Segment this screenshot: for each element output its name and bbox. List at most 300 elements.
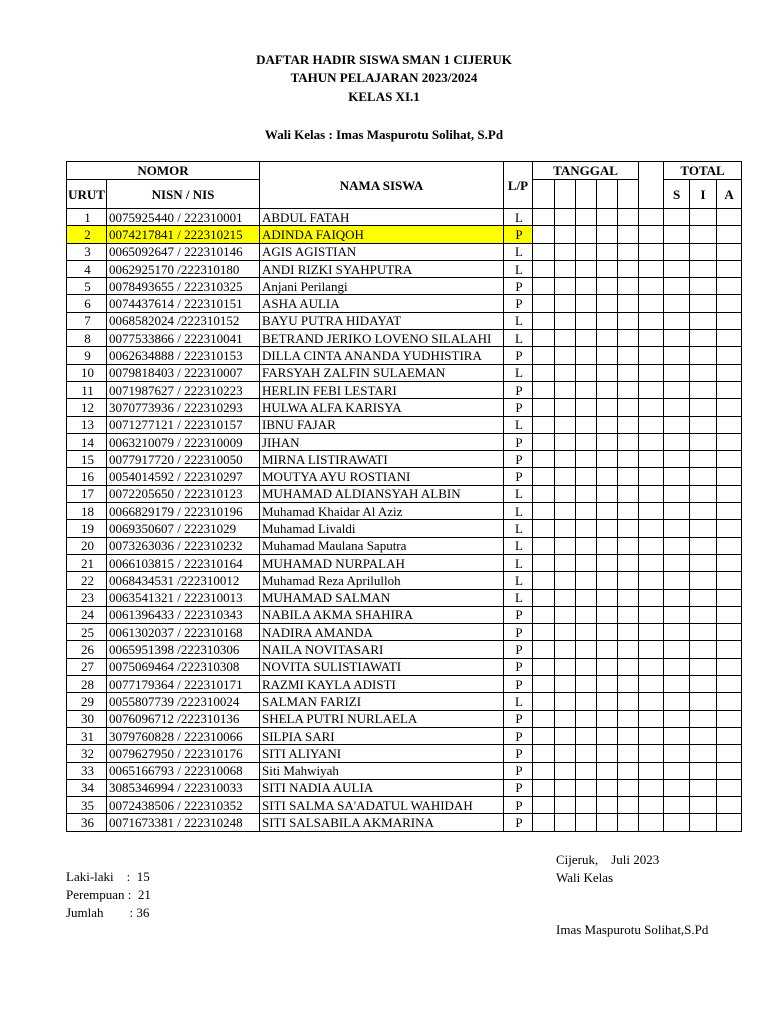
row-gender: P	[504, 295, 533, 312]
spacer-cell	[639, 451, 664, 468]
attendance-cell	[555, 433, 576, 450]
attendance-cell	[576, 416, 597, 433]
header-date-2	[555, 180, 576, 209]
attendance-cell	[576, 520, 597, 537]
attendance-cell	[576, 537, 597, 554]
total-cell	[664, 710, 690, 727]
attendance-cell	[576, 624, 597, 641]
row-nisn: 0074437614 / 222310151	[107, 295, 260, 312]
row-nisn: 0078493655 / 222310325	[107, 278, 260, 295]
attendance-cell	[533, 537, 555, 554]
row-number: 31	[67, 727, 107, 744]
attendance-cell	[576, 364, 597, 381]
attendance-cell	[555, 641, 576, 658]
spacer-cell	[639, 347, 664, 364]
header-total-s: S	[664, 180, 690, 209]
attendance-cell	[597, 503, 618, 520]
row-student-name: NABILA AKMA SHAHIRA	[260, 606, 504, 623]
attendance-cell	[576, 554, 597, 571]
attendance-cell	[618, 779, 639, 796]
attendance-cell	[555, 676, 576, 693]
row-gender: L	[504, 554, 533, 571]
row-number: 14	[67, 433, 107, 450]
attendance-cell	[618, 312, 639, 329]
row-number: 2	[67, 226, 107, 243]
attendance-cell	[618, 260, 639, 277]
row-student-name: SALMAN FARIZI	[260, 693, 504, 710]
total-cell	[664, 226, 690, 243]
attendance-cell	[555, 814, 576, 831]
total-cell	[717, 503, 742, 520]
row-nisn: 0065951398 /222310306	[107, 641, 260, 658]
total-cell	[717, 295, 742, 312]
attendance-cell	[555, 330, 576, 347]
row-gender: P	[504, 710, 533, 727]
attendance-cell	[618, 209, 639, 226]
row-student-name: IBNU FAJAR	[260, 416, 504, 433]
attendance-cell	[576, 745, 597, 762]
total-cell	[690, 745, 717, 762]
row-nisn: 0075925440 / 222310001	[107, 209, 260, 226]
spacer-cell	[639, 727, 664, 744]
row-number: 8	[67, 330, 107, 347]
total-cell	[690, 554, 717, 571]
total-cell	[717, 243, 742, 260]
row-number: 4	[67, 260, 107, 277]
row-gender: L	[504, 572, 533, 589]
row-gender: L	[504, 243, 533, 260]
attendance-cell	[533, 347, 555, 364]
total-cell	[717, 589, 742, 606]
row-gender: L	[504, 520, 533, 537]
total-cell	[664, 537, 690, 554]
row-nisn: 0069350607 / 22231029	[107, 520, 260, 537]
total-cell	[664, 330, 690, 347]
attendance-cell	[597, 278, 618, 295]
header-nama-siswa: NAMA SISWA	[260, 162, 504, 209]
row-student-name: FARSYAH ZALFIN SULAEMAN	[260, 364, 504, 381]
attendance-cell	[533, 209, 555, 226]
row-gender: P	[504, 381, 533, 398]
total-cell	[664, 209, 690, 226]
row-nisn: 0071673381 / 222310248	[107, 814, 260, 831]
attendance-cell	[555, 572, 576, 589]
total-cell	[690, 330, 717, 347]
row-nisn: 0074217841 / 222310215	[107, 226, 260, 243]
attendance-cell	[533, 779, 555, 796]
spacer-cell	[639, 797, 664, 814]
attendance-cell	[576, 710, 597, 727]
attendance-cell	[597, 260, 618, 277]
wali-label: Wali Kelas	[556, 870, 614, 885]
attendance-cell	[597, 589, 618, 606]
attendance-cell	[533, 416, 555, 433]
total-cell	[717, 364, 742, 381]
row-number: 28	[67, 676, 107, 693]
total-cell	[690, 416, 717, 433]
row-gender: P	[504, 399, 533, 416]
attendance-cell	[555, 278, 576, 295]
row-number: 27	[67, 658, 107, 675]
header-date-5	[618, 180, 639, 209]
attendance-cell	[597, 468, 618, 485]
row-student-name: ANDI RIZKI SYAHPUTRA	[260, 260, 504, 277]
row-nisn: 0068434531 /222310012	[107, 572, 260, 589]
attendance-cell	[576, 278, 597, 295]
table-row	[67, 693, 742, 710]
attendance-cell	[576, 451, 597, 468]
total-cell	[664, 676, 690, 693]
attendance-cell	[597, 416, 618, 433]
row-number: 12	[67, 399, 107, 416]
count-female: Perempuan : 21	[66, 887, 151, 902]
row-nisn: 0079818403 / 222310007	[107, 364, 260, 381]
row-student-name: SITI NADIA AULIA	[260, 779, 504, 796]
table-row	[67, 260, 742, 277]
attendance-cell	[618, 364, 639, 381]
total-cell	[664, 295, 690, 312]
row-nisn: 0063210079 / 222310009	[107, 433, 260, 450]
total-cell	[717, 745, 742, 762]
row-student-name: ABDUL FATAH	[260, 209, 504, 226]
total-cell	[664, 554, 690, 571]
attendance-cell	[618, 451, 639, 468]
row-student-name: ASHA AULIA	[260, 295, 504, 312]
spacer-cell	[639, 485, 664, 502]
row-number: 18	[67, 503, 107, 520]
attendance-cell	[597, 572, 618, 589]
attendance-table	[66, 161, 742, 832]
total-cell	[664, 520, 690, 537]
total-cell	[664, 485, 690, 502]
table-row	[67, 641, 742, 658]
table-row	[67, 779, 742, 796]
attendance-cell	[597, 381, 618, 398]
attendance-cell	[618, 485, 639, 502]
attendance-cell	[618, 433, 639, 450]
total-cell	[717, 312, 742, 329]
row-nisn: 0062634888 / 222310153	[107, 347, 260, 364]
row-gender: L	[504, 503, 533, 520]
total-cell	[690, 347, 717, 364]
total-cell	[690, 520, 717, 537]
table-row	[67, 451, 742, 468]
attendance-cell	[555, 399, 576, 416]
row-number: 22	[67, 572, 107, 589]
row-student-name: Muhamad Maulana Saputra	[260, 537, 504, 554]
doc-year: TAHUN PELAJARAN 2023/2024	[290, 70, 478, 85]
total-cell	[690, 624, 717, 641]
table-row	[67, 278, 742, 295]
total-cell	[717, 658, 742, 675]
spacer-cell	[639, 468, 664, 485]
row-number: 10	[67, 364, 107, 381]
spacer-cell	[639, 209, 664, 226]
spacer-cell	[639, 745, 664, 762]
row-gender: P	[504, 468, 533, 485]
row-number: 33	[67, 762, 107, 779]
total-cell	[717, 779, 742, 796]
attendance-cell	[597, 312, 618, 329]
spacer-cell	[639, 416, 664, 433]
attendance-cell	[618, 554, 639, 571]
total-cell	[664, 658, 690, 675]
row-number: 32	[67, 745, 107, 762]
row-nisn: 0065092647 / 222310146	[107, 243, 260, 260]
row-student-name: Muhamad Livaldi	[260, 520, 504, 537]
spacer-cell	[639, 226, 664, 243]
attendance-cell	[597, 745, 618, 762]
attendance-cell	[533, 278, 555, 295]
attendance-cell	[533, 226, 555, 243]
total-cell	[664, 745, 690, 762]
attendance-cell	[576, 606, 597, 623]
row-gender: L	[504, 416, 533, 433]
row-gender: P	[504, 641, 533, 658]
attendance-cell	[618, 676, 639, 693]
attendance-cell	[576, 226, 597, 243]
total-cell	[690, 312, 717, 329]
table-row	[67, 312, 742, 329]
spacer-cell	[639, 624, 664, 641]
attendance-cell	[576, 433, 597, 450]
total-cell	[717, 347, 742, 364]
attendance-cell	[618, 814, 639, 831]
total-cell	[717, 710, 742, 727]
total-cell	[664, 624, 690, 641]
attendance-cell	[555, 226, 576, 243]
count-male: Laki-laki : 15	[66, 869, 150, 884]
table-row	[67, 243, 742, 260]
row-number: 6	[67, 295, 107, 312]
total-cell	[690, 399, 717, 416]
table-row	[67, 676, 742, 693]
attendance-cell	[555, 416, 576, 433]
row-gender: P	[504, 814, 533, 831]
row-nisn: 0054014592 / 222310297	[107, 468, 260, 485]
attendance-cell	[576, 312, 597, 329]
total-cell	[690, 468, 717, 485]
total-cell	[664, 727, 690, 744]
attendance-cell	[618, 624, 639, 641]
row-nisn: 3079760828 / 222310066	[107, 727, 260, 744]
doc-title: DAFTAR HADIR SISWA SMAN 1 CIJERUK	[256, 52, 512, 67]
total-cell	[690, 209, 717, 226]
attendance-cell	[533, 260, 555, 277]
attendance-cell	[576, 693, 597, 710]
attendance-cell	[533, 312, 555, 329]
table-row	[67, 433, 742, 450]
total-cell	[690, 693, 717, 710]
attendance-cell	[533, 364, 555, 381]
attendance-cell	[555, 745, 576, 762]
row-student-name: BETRAND JERIKO LOVENO SILALAHI	[260, 330, 504, 347]
table-row	[67, 381, 742, 398]
header-lp: L/P	[504, 162, 533, 209]
doc-class: KELAS XI.1	[348, 89, 420, 104]
spacer-cell	[639, 364, 664, 381]
signer-name: Imas Maspurotu Solihat,S.Pd	[556, 922, 709, 937]
attendance-cell	[618, 226, 639, 243]
attendance-cell	[555, 710, 576, 727]
table-row	[67, 209, 742, 226]
total-cell	[717, 554, 742, 571]
attendance-cell	[555, 260, 576, 277]
header-total-a: A	[717, 180, 742, 209]
attendance-cell	[555, 468, 576, 485]
spacer-cell	[639, 295, 664, 312]
table-row	[67, 520, 742, 537]
row-gender: L	[504, 693, 533, 710]
attendance-cell	[555, 727, 576, 744]
table-row	[67, 468, 742, 485]
total-cell	[664, 779, 690, 796]
total-cell	[717, 433, 742, 450]
attendance-cell	[597, 243, 618, 260]
attendance-cell	[576, 641, 597, 658]
row-number: 21	[67, 554, 107, 571]
row-student-name: MOUTYA AYU ROSTIANI	[260, 468, 504, 485]
attendance-cell	[576, 589, 597, 606]
total-cell	[717, 676, 742, 693]
attendance-cell	[555, 520, 576, 537]
row-nisn: 0062925170 /222310180	[107, 260, 260, 277]
attendance-cell	[597, 779, 618, 796]
row-gender: L	[504, 364, 533, 381]
row-student-name: RAZMI KAYLA ADISTI	[260, 676, 504, 693]
row-gender: L	[504, 330, 533, 347]
attendance-cell	[576, 676, 597, 693]
total-cell	[717, 381, 742, 398]
attendance-cell	[533, 658, 555, 675]
row-gender: L	[504, 312, 533, 329]
table-row	[67, 554, 742, 571]
attendance-cell	[533, 485, 555, 502]
row-nisn: 0063541321 / 222310013	[107, 589, 260, 606]
total-cell	[664, 572, 690, 589]
total-cell	[717, 278, 742, 295]
attendance-cell	[618, 658, 639, 675]
attendance-cell	[533, 727, 555, 744]
attendance-cell	[576, 658, 597, 675]
attendance-cell	[576, 468, 597, 485]
attendance-cell	[597, 485, 618, 502]
total-cell	[664, 468, 690, 485]
table-row	[67, 416, 742, 433]
total-cell	[690, 260, 717, 277]
total-cell	[690, 278, 717, 295]
total-cell	[690, 226, 717, 243]
total-cell	[664, 243, 690, 260]
row-student-name: SITI SALMA SA'ADATUL WAHIDAH	[260, 797, 504, 814]
total-cell	[664, 416, 690, 433]
header-total: TOTAL	[664, 162, 742, 180]
attendance-cell	[618, 589, 639, 606]
total-cell	[717, 416, 742, 433]
row-nisn: 0061302037 / 222310168	[107, 624, 260, 641]
attendance-cell	[555, 762, 576, 779]
total-cell	[717, 451, 742, 468]
attendance-cell	[597, 710, 618, 727]
attendance-cell	[555, 209, 576, 226]
attendance-cell	[618, 278, 639, 295]
spacer-cell	[639, 710, 664, 727]
attendance-cell	[533, 468, 555, 485]
total-cell	[690, 243, 717, 260]
row-student-name: Anjani Perilangi	[260, 278, 504, 295]
attendance-cell	[576, 503, 597, 520]
header-date-4	[597, 180, 618, 209]
table-row	[67, 347, 742, 364]
row-student-name: MUHAMAD SALMAN	[260, 589, 504, 606]
spacer-cell	[639, 554, 664, 571]
attendance-cell	[576, 762, 597, 779]
row-gender: P	[504, 779, 533, 796]
attendance-cell	[555, 537, 576, 554]
count-total: Jumlah : 36	[66, 905, 150, 920]
attendance-cell	[533, 710, 555, 727]
attendance-cell	[597, 330, 618, 347]
attendance-cell	[533, 676, 555, 693]
attendance-cell	[597, 433, 618, 450]
row-student-name: Muhamad Reza Aprilulloh	[260, 572, 504, 589]
row-number: 3	[67, 243, 107, 260]
attendance-cell	[533, 641, 555, 658]
total-cell	[664, 814, 690, 831]
spacer-cell	[639, 676, 664, 693]
row-student-name: NADIRA AMANDA	[260, 624, 504, 641]
attendance-cell	[533, 762, 555, 779]
header-date-3	[576, 180, 597, 209]
total-cell	[690, 727, 717, 744]
attendance-cell	[555, 295, 576, 312]
attendance-cell	[555, 243, 576, 260]
attendance-cell	[555, 589, 576, 606]
attendance-cell	[597, 676, 618, 693]
row-nisn: 3070773936 / 222310293	[107, 399, 260, 416]
total-cell	[690, 814, 717, 831]
spacer-cell	[639, 312, 664, 329]
total-cell	[664, 589, 690, 606]
row-student-name: HERLIN FEBI LESTARI	[260, 381, 504, 398]
attendance-cell	[597, 606, 618, 623]
attendance-cell	[533, 399, 555, 416]
attendance-cell	[533, 589, 555, 606]
spacer-cell	[639, 520, 664, 537]
attendance-cell	[555, 606, 576, 623]
student-rows	[67, 209, 742, 832]
table-row	[67, 572, 742, 589]
attendance-cell	[533, 433, 555, 450]
row-number: 5	[67, 278, 107, 295]
attendance-cell	[618, 347, 639, 364]
attendance-cell	[533, 606, 555, 623]
attendance-cell	[597, 347, 618, 364]
attendance-cell	[597, 658, 618, 675]
attendance-cell	[597, 641, 618, 658]
table-row	[67, 710, 742, 727]
total-cell	[717, 624, 742, 641]
row-student-name: ADINDA FAIQOH	[260, 226, 504, 243]
row-nisn: 0055807739 /222310024	[107, 693, 260, 710]
row-nisn: 0077533866 / 222310041	[107, 330, 260, 347]
attendance-cell	[533, 814, 555, 831]
attendance-cell	[533, 624, 555, 641]
row-student-name: SITI SALSABILA AKMARINA	[260, 814, 504, 831]
attendance-cell	[597, 451, 618, 468]
attendance-cell	[533, 381, 555, 398]
attendance-cell	[555, 312, 576, 329]
